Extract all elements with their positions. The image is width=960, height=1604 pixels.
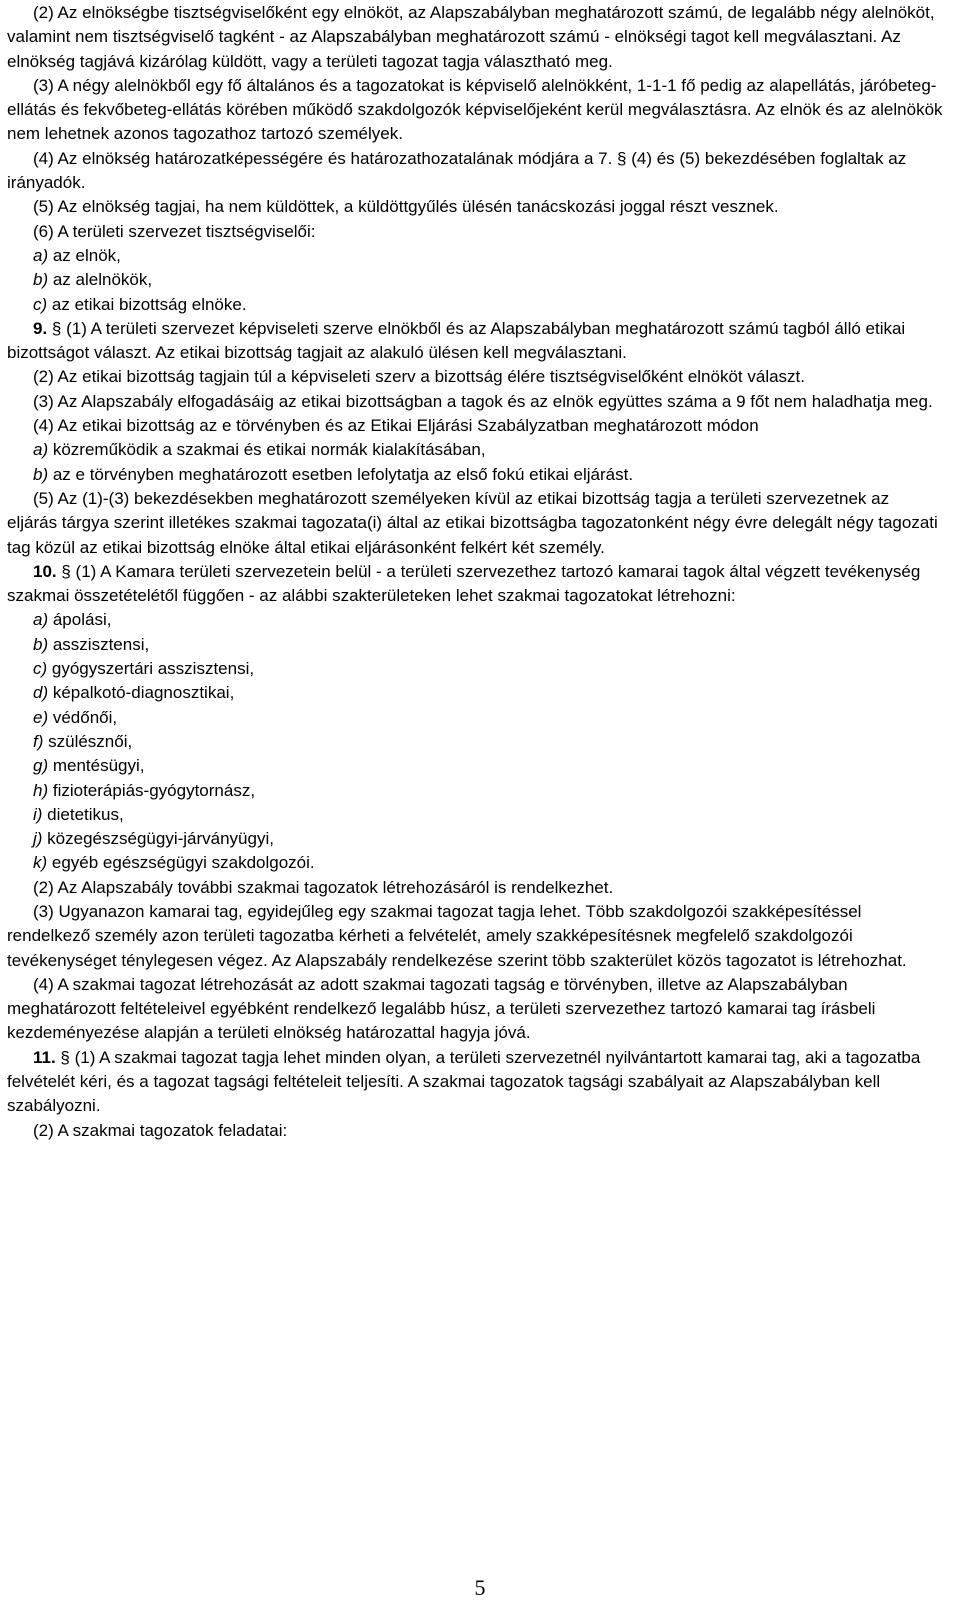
list-item-letter: b) [33,464,49,484]
list-item [7,706,943,730]
section-text: § (1) A Kamara területi szervezetein belül - a területi szervezethez tartozó kamarai tagok által végzett tevékenység szakmai összetételétől függően - az alábbi szakterületeken lehet szakmai tagozatokat létrehozni: [7,561,921,606]
list-item-text: ápolási, [48,610,112,630]
paragraph: (3) A négy alelnökből egy fő általános és a tagozatokat is képviselő alelnökként, 1-1-1 fő pedig az alapellátás, járóbeteg-ellátás és fekvőbeteg-ellátás körében működő szakdolgozók képviselőjeként kerül megválasztásra. Az elnök és az alelnökök nem lehetnek azonos tagozathoz tartozó személyek. [7,75,943,144]
list-item [7,244,943,268]
list-item [7,681,943,705]
list-item-text: mentésügyi, [48,756,145,776]
section-number: 10. [33,561,57,581]
list-item [7,730,943,754]
section-paragraph [7,317,943,366]
section-text: § (1) A területi szervezet képviseleti szerve elnökből és az Alapszabályban meghatározott számú tagból álló etikai bizottságot választ. Az etikai bizottság tagjait az alakuló ülésen kell megválasztani. [7,318,906,363]
document-body [7,1,943,1143]
list-item [7,463,943,487]
paragraph: (2) A szakmai tagozatok feladatai: [33,1120,288,1140]
list-item [7,754,943,778]
list-item-text: közreműködik a szakmai és etikai normák kialakításában, [48,440,486,460]
list-item-text: közegészségügyi-járványügyi, [42,829,274,849]
paragraph: (6) A területi szervezet tisztségviselői: [33,221,316,241]
paragraph: (4) Az elnökség határozatképességére és határozathozatalának módjára a 7. § (4) és (5) bekezdésében foglaltak az irányadók. [7,148,907,193]
paragraph: (5) Az (1)-(3) bekezdésekben meghatározott személyeken kívül az etikai bizottság tagja a területi szervezetnek az eljárás tárgya szerint illetékes szakmai tagozata(i) által az etikai bizottságba tagozatonként négy évre delegált négy tagozati tag közül az etikai bizottság elnöke által etikai eljárásonként felkért két személy. [7,488,938,557]
list-item [7,827,943,851]
list-item [7,851,943,875]
list-item-text: védőnői, [48,707,118,727]
list-item-letter: a) [33,610,49,630]
list-item-text: egyéb egészségügyi szakdolgozói. [47,853,315,873]
section-text: § (1) A szakmai tagozat tagja lehet minden olyan, a területi szervezetnél nyilvántartott kamarai tag, aki a tagozatba felvételét kéri, és a tagozat tagsági feltételeit teljesíti. A szakmai tagozatok tagsági szabályait az Alapszabályban kell szabályozni. [7,1047,921,1116]
list-item-letter: c) [33,659,48,679]
list-item [7,608,943,632]
section-number: 11. [33,1047,56,1067]
list-item-text: az etikai bizottság elnöke. [47,294,247,314]
list-item-letter: i) [33,804,43,824]
list-item-text: szülésznői, [43,731,133,751]
list-item-letter: b) [33,634,49,654]
paragraph: (3) Az Alapszabály elfogadásáig az etikai bizottságban a tagok és az elnök együttes száma a 9 főt nem haladhatja meg. [33,391,933,411]
list-item-text: az alelnökök, [48,270,153,290]
list-item-letter: k) [33,853,48,873]
list-item [7,657,943,681]
section-paragraph [7,560,943,609]
list-item-letter: c) [33,294,48,314]
list-item-text: asszisztensi, [48,634,150,654]
list-item-letter: a) [33,245,49,265]
list-item [7,438,943,462]
list-item-text: dietetikus, [42,804,124,824]
list-item-letter: a) [33,440,49,460]
list-item-letter: f) [33,731,44,751]
list-item-letter: h) [33,780,49,800]
page-number: 5 [474,1575,486,1600]
list-item [7,268,943,292]
section-paragraph [7,1046,943,1119]
list-item-text: gyógyszertári asszisztensi, [47,659,255,679]
list-item-letter: g) [33,756,49,776]
paragraph: (4) Az etikai bizottság az e törvényben és az Etikai Eljárási Szabályzatban meghatározott módon [33,416,759,436]
paragraph: (2) Az Alapszabály további szakmai tagozatok létrehozásáról is rendelkezhet. [33,877,614,897]
list-item-letter: e) [33,707,49,727]
paragraph: (4) A szakmai tagozat létrehozását az adott szakmai tagozati tagság e törvényben, illetve az Alapszabályban meghatározott feltételeivel egyébként rendelkező legalább húsz, a területi szervezethez tartozó kamarai tag írásbeli kezdeményezése alapján a területi elnökség határozattal hagyja jóvá. [7,974,876,1043]
list-item-text: fizioterápiás-gyógytornász, [48,780,256,800]
list-item [7,779,943,803]
list-item-text: az e törvényben meghatározott esetben lefolytatja az első fokú etikai eljárást. [48,464,634,484]
section-number: 9. [33,318,48,338]
list-item-letter: j) [33,829,43,849]
paragraph: (5) Az elnökség tagjai, ha nem küldöttek, a küldöttgyűlés ülésén tanácskozási joggal részt vesznek. [33,197,779,217]
list-item [7,633,943,657]
list-item-letter: d) [33,683,49,703]
list-item [7,803,943,827]
list-item [7,293,943,317]
list-item-text: képalkotó-diagnosztikai, [48,683,235,703]
paragraph: (3) Ugyanazon kamarai tag, egyidejűleg egy szakmai tagozat tagja lehet. Több szakdolgozói szakképesítéssel rendelkező személy azon területi tagozatba kérheti a felvételét, amely szakképesítésnek megfelelő szakdolgozói tevékenységet ténylegesen végez. Az Alapszabály rendelkezése szerint több szakterület közös tagozatot is létrehozhat. [7,901,907,970]
list-item-text: az elnök, [48,245,121,265]
paragraph: (2) Az etikai bizottság tagjain túl a képviseleti szerv a bizottság élére tisztségviselőként elnököt választ. [33,367,805,387]
list-item-letter: b) [33,270,49,290]
paragraph: (2) Az elnökségbe tisztségviselőként egy elnököt, az Alapszabályban meghatározott számú, de legalább négy alelnököt, valamint nem tisztségviselő tagként - az Alapszabályban meghatározott számú - elnökségi tagot kell megválasztani. Az elnökség tagjává kizárólag küldött, vagy a területi tagozat tagja választható meg. [7,3,935,71]
